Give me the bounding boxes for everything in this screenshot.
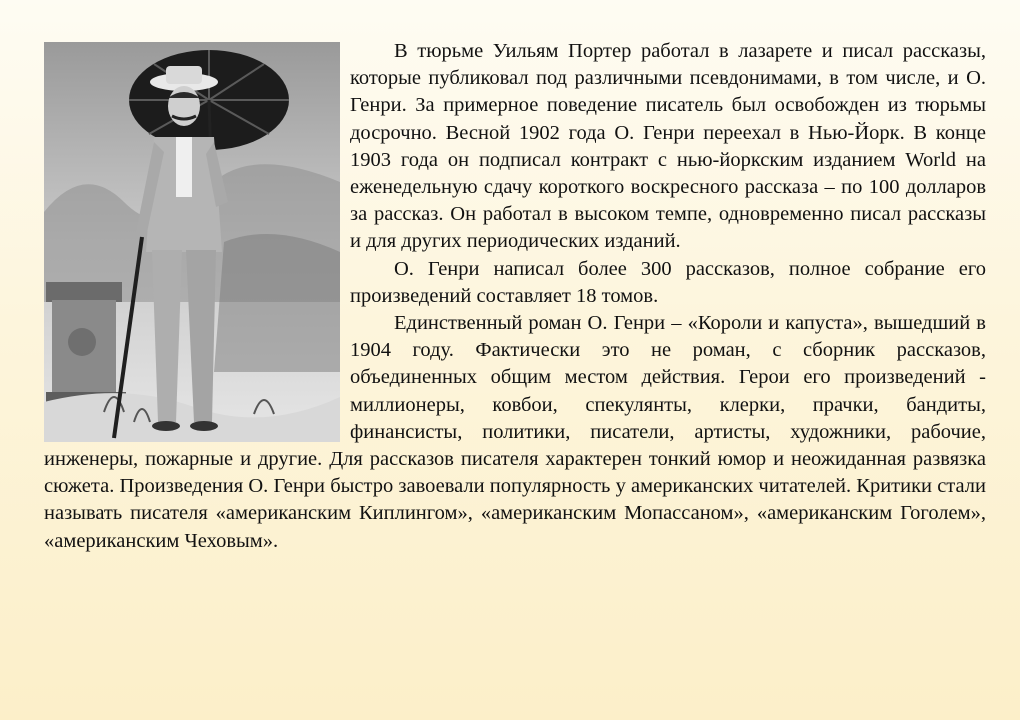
- paragraph-3: Единственный роман О. Генри – «Короли и капуста», вышедший в 1904 году. Фактически это не роман, с сборник рассказов, объединенных общим местом действия. Герои его произведений - миллионеры, ковбои, спекулянты, клерки, прачки, бандиты, финансисты, политики, писатели, артисты, художники, рабочие, инженеры, пожарные и другие. Для рассказов писателя характерен тонкий юмор и неожиданная развязка сюжета. Произведения О. Генри быстро завоевали популярность у американских читателей. Критики стали называть писателя «американским Киплингом», «американским Мопассаном», «американским Гоголем», «американским Чеховым».: [44, 312, 986, 552]
- portrait-photo: [44, 42, 340, 442]
- paragraph-1: В тюрьме Уильям Портер работал в лазарете и писал рассказы, которые публиковал под различными псевдонимами, в том числе, и О. Генри. За примерное поведение писатель был освобожден из тюрьмы досрочно. Весной 1902 года О. Генри переехал в Нью-Йорк. В конце 1903 года он подписал контракт с нью-йоркским изданием World на еженедельную сдачу короткого воскресного рассказа – по 100 долларов за рассказ. Он работал в высоком темпе, одновременно писал рассказы и для других периодических изданий.: [350, 40, 986, 253]
- paragraph-2: О. Генри написал более 300 рассказов, полное собрание его произведений составляет 18 томов.: [350, 257, 986, 307]
- portrait-illustration: [44, 42, 340, 442]
- slide-content: [44, 38, 986, 555]
